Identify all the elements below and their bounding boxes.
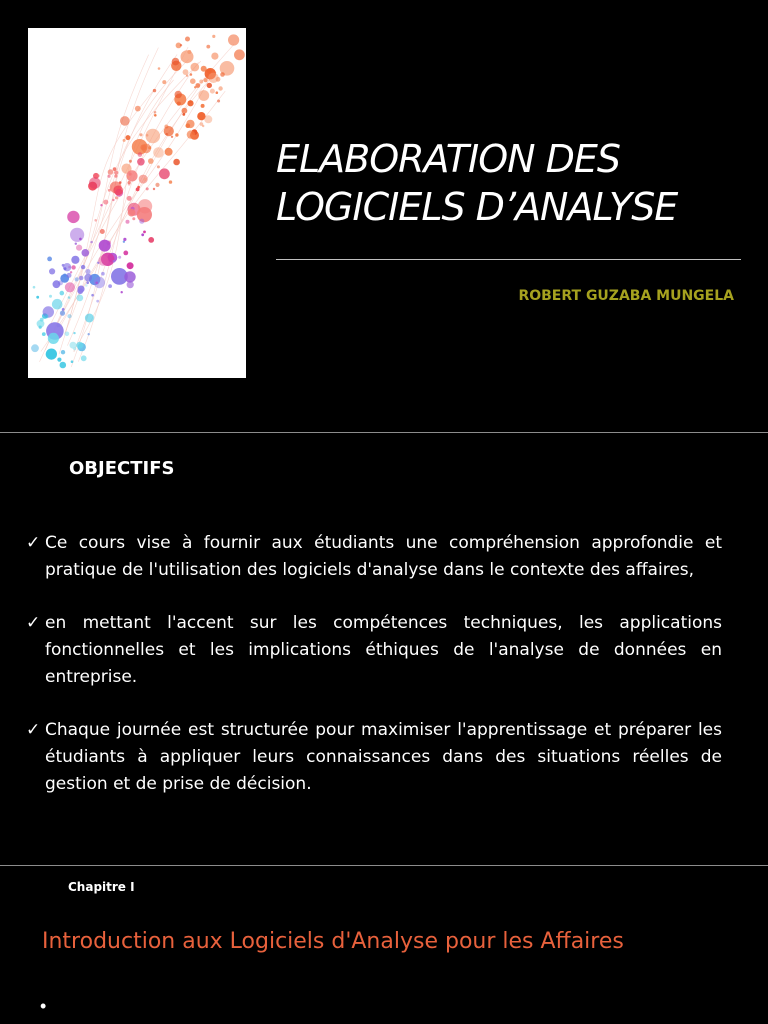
bubble-dot xyxy=(169,180,172,183)
bubble-dot xyxy=(135,106,141,112)
bubble-dot xyxy=(81,265,85,269)
bubble-dot xyxy=(47,257,52,262)
bubble-dot xyxy=(97,174,100,177)
bubble-dot xyxy=(173,159,180,166)
bubble-dot xyxy=(217,100,220,103)
bubble-dot xyxy=(210,89,215,94)
bubble-dot xyxy=(31,344,39,352)
bubble-dot xyxy=(234,49,245,60)
bubble-dot xyxy=(195,83,200,88)
bubble-dot xyxy=(185,37,190,42)
bubble-dot xyxy=(123,139,126,142)
bubble-dot xyxy=(108,169,114,175)
bubble-dot xyxy=(46,349,57,360)
bubble-dot xyxy=(36,296,39,299)
bubble-dot xyxy=(190,73,193,76)
bubble-dot xyxy=(137,207,152,222)
bubble-dot xyxy=(108,284,112,288)
bubble-dot xyxy=(94,219,97,222)
author-name: ROBERT GUZABA MUNGELA xyxy=(518,288,734,304)
bubble-dot xyxy=(123,251,128,256)
objective-item xyxy=(26,610,722,691)
bubble-dot xyxy=(146,129,161,144)
bubble-dot xyxy=(190,78,196,84)
bubble-dot xyxy=(108,189,111,192)
bubble-dot xyxy=(40,318,44,322)
bubble-dot xyxy=(208,73,218,83)
bubble-dot xyxy=(127,196,132,201)
objective-text: Ce cours vise à fournir aux étudiants une compréhension approfondie et pratique de l'utilisation des logiciels d'analyse dans le contexte des affaires, xyxy=(45,533,722,580)
bubble-dot xyxy=(118,256,121,259)
bubble-dot xyxy=(113,167,117,171)
bubble-dot xyxy=(139,219,144,224)
slide-divider xyxy=(0,432,768,433)
bubble-dot xyxy=(136,188,140,192)
bubble-dot xyxy=(63,263,71,271)
bubble-dot xyxy=(144,178,147,181)
bubble-dot xyxy=(132,217,135,220)
bubble-dot xyxy=(164,126,174,136)
bubble-dot xyxy=(148,237,154,243)
bubble-dot xyxy=(126,220,130,224)
bubble-dot xyxy=(77,288,83,294)
bubble-dot xyxy=(115,196,118,199)
checkmark-icon: ✓ xyxy=(26,533,41,553)
cover-image xyxy=(28,28,246,378)
bubble-dot xyxy=(155,183,159,187)
bubble-dot xyxy=(75,243,77,245)
bubble-dot xyxy=(175,133,178,136)
bubble-dot xyxy=(212,35,215,38)
bubble-dot xyxy=(123,238,126,241)
bubble-dot xyxy=(125,135,130,140)
bubble-dot xyxy=(86,282,89,285)
bubble-dot xyxy=(153,89,156,92)
bubble-dot xyxy=(88,333,90,335)
title-line-2: LOGICIELS D’ANALYSE xyxy=(276,185,678,229)
bubble-dot xyxy=(154,114,157,117)
bubble-dot xyxy=(65,332,70,337)
title-line-1: ELABORATION DES xyxy=(276,137,621,181)
bubble-dot xyxy=(228,34,239,45)
bubble-dot xyxy=(71,256,79,264)
bubble-dot xyxy=(85,284,88,287)
bubble-dot xyxy=(204,115,212,123)
checkmark-icon: ✓ xyxy=(26,613,41,633)
bubble-dot xyxy=(70,271,72,273)
bubble-dot xyxy=(127,262,134,269)
bubble-dot xyxy=(53,280,61,288)
bubble-dot xyxy=(124,271,135,282)
bubble-dot xyxy=(62,308,65,311)
bubble-dot xyxy=(76,342,83,349)
bubble-dot xyxy=(154,111,157,114)
bubble-dot xyxy=(166,133,168,135)
bubble-dot xyxy=(81,355,87,361)
bubble-dot xyxy=(206,45,210,49)
objectives-list xyxy=(26,530,722,824)
bubble-dot xyxy=(198,90,209,101)
bubble-dot xyxy=(85,314,94,323)
bubble-dot xyxy=(171,136,173,138)
bubble-dot xyxy=(89,177,101,189)
bubble-dot xyxy=(201,104,205,108)
bubble-dot xyxy=(180,44,182,46)
bubble-dot xyxy=(148,158,154,164)
bubble-dot xyxy=(71,265,75,269)
bubble-dot xyxy=(98,256,108,266)
bubble-dot xyxy=(148,146,151,149)
bubble-dot xyxy=(139,133,142,136)
bubble-dot xyxy=(216,91,219,94)
bullet-icon: • xyxy=(40,996,47,1016)
bubble-dot xyxy=(114,175,117,178)
bubble-dot xyxy=(146,187,149,190)
bubble-dot xyxy=(65,282,75,292)
objectives-heading: OBJECTIFS xyxy=(69,458,175,479)
bubble-dot xyxy=(33,286,36,289)
bubble-dot xyxy=(76,295,83,302)
bubble-dot xyxy=(48,333,59,344)
objective-item xyxy=(26,717,722,798)
objective-text: Chaque journée est structurée pour maximiser l'apprentissage et préparer les étudiants à appliquer leurs connaissances dans des situations réelles de gestion et de prise de décision. xyxy=(45,720,722,794)
bubble-dot xyxy=(95,282,98,285)
bubble-dot xyxy=(220,72,225,77)
colorful-bubbles-illustration xyxy=(28,28,246,378)
bubble-dot xyxy=(67,211,79,223)
bubble-dot xyxy=(207,83,212,88)
bubble-dot xyxy=(49,295,52,298)
bubble-dot xyxy=(137,158,145,166)
bubble-dot xyxy=(96,300,99,303)
bubble-dot xyxy=(85,269,90,274)
bubble-dot xyxy=(60,311,65,316)
bubble-dot xyxy=(64,267,67,270)
bubble-dot xyxy=(113,186,123,196)
bubble-dot xyxy=(165,148,173,156)
bubble-dot xyxy=(114,171,118,175)
bubble-dot xyxy=(128,183,131,186)
bubble-dot xyxy=(182,113,185,116)
bubble-dot xyxy=(79,276,84,281)
bubble-dot xyxy=(70,342,77,349)
bubble-dot xyxy=(132,139,148,155)
bubble-dot xyxy=(45,314,49,318)
bubble-dot xyxy=(204,78,208,82)
bubble-dot xyxy=(57,358,61,362)
bubble-dot xyxy=(112,199,114,201)
objective-item xyxy=(26,530,722,584)
bubble-dot xyxy=(60,291,65,296)
bubble-dot xyxy=(75,277,79,281)
bubble-dot xyxy=(61,350,65,354)
bubble-dot xyxy=(199,80,203,84)
bubble-dot xyxy=(82,249,90,257)
bubble-dot xyxy=(90,241,92,243)
bubble-dot xyxy=(211,53,218,60)
chapter-label: Chapitre I xyxy=(68,880,135,894)
bubble-dot xyxy=(191,63,200,72)
bubble-dot xyxy=(181,50,194,63)
bubble-dot xyxy=(68,296,71,299)
bubble-dot xyxy=(141,233,144,236)
bubble-dot xyxy=(153,188,155,190)
bubble-dot xyxy=(67,314,71,318)
bubble-dot xyxy=(187,100,193,106)
bubble-dot xyxy=(143,231,146,234)
bubble-dot xyxy=(127,176,129,178)
bubble-dot xyxy=(42,332,46,336)
bubble-dot xyxy=(158,67,161,70)
title-underline xyxy=(276,259,741,260)
bubble-dot xyxy=(183,69,189,75)
bubble-dot xyxy=(113,260,116,263)
bubble-dot xyxy=(67,273,72,278)
bubble-dot xyxy=(186,75,188,77)
bubble-dot xyxy=(73,332,75,334)
bubble-dot xyxy=(186,123,191,128)
bubble-dot xyxy=(129,160,132,163)
bubble-dot xyxy=(76,245,82,251)
objective-text: en mettant l'accent sur les compétences techniques, les applications fonctionnelles et les implications éthiques de l'analyse de données en entreprise. xyxy=(45,613,722,687)
bubble-dot xyxy=(128,209,136,217)
bubble-dot xyxy=(99,240,111,252)
bubble-dot xyxy=(200,122,204,126)
presentation-title xyxy=(276,135,746,231)
title-slide xyxy=(0,0,768,432)
bubble-dot xyxy=(94,277,105,288)
bubble-dot xyxy=(121,291,123,293)
bubble-dot xyxy=(100,229,105,234)
strand-line xyxy=(64,59,188,334)
bubble-dot xyxy=(138,152,143,157)
bubble-dot xyxy=(101,272,105,276)
bubble-dot xyxy=(119,181,122,184)
bubble-dot xyxy=(162,80,166,84)
bubble-dot xyxy=(70,228,84,242)
bubble-dot xyxy=(187,130,195,138)
bubble-dot xyxy=(153,147,164,158)
bubble-dot xyxy=(60,362,67,369)
checkmark-icon: ✓ xyxy=(26,720,41,740)
bubble-dot xyxy=(100,204,102,206)
bubble-dot xyxy=(157,165,160,168)
bubble-dot xyxy=(49,268,55,274)
bubble-dot xyxy=(120,116,130,126)
bubble-dot xyxy=(218,86,222,90)
bubble-dot xyxy=(52,299,63,310)
bubble-dot xyxy=(175,91,182,98)
bubble-dot xyxy=(172,58,180,66)
bubble-dot xyxy=(91,294,94,297)
bubble-dot xyxy=(182,108,188,114)
bubble-dot xyxy=(159,168,170,179)
bubble-dot xyxy=(71,360,74,363)
slide-divider xyxy=(0,865,768,866)
bubble-dot xyxy=(103,200,108,205)
bubble-dot xyxy=(107,175,110,178)
bubble-dot xyxy=(84,274,92,282)
chapter-title: Introduction aux Logiciels d'Analyse pour les Affaires xyxy=(42,929,624,954)
bubble-dot xyxy=(177,102,181,106)
